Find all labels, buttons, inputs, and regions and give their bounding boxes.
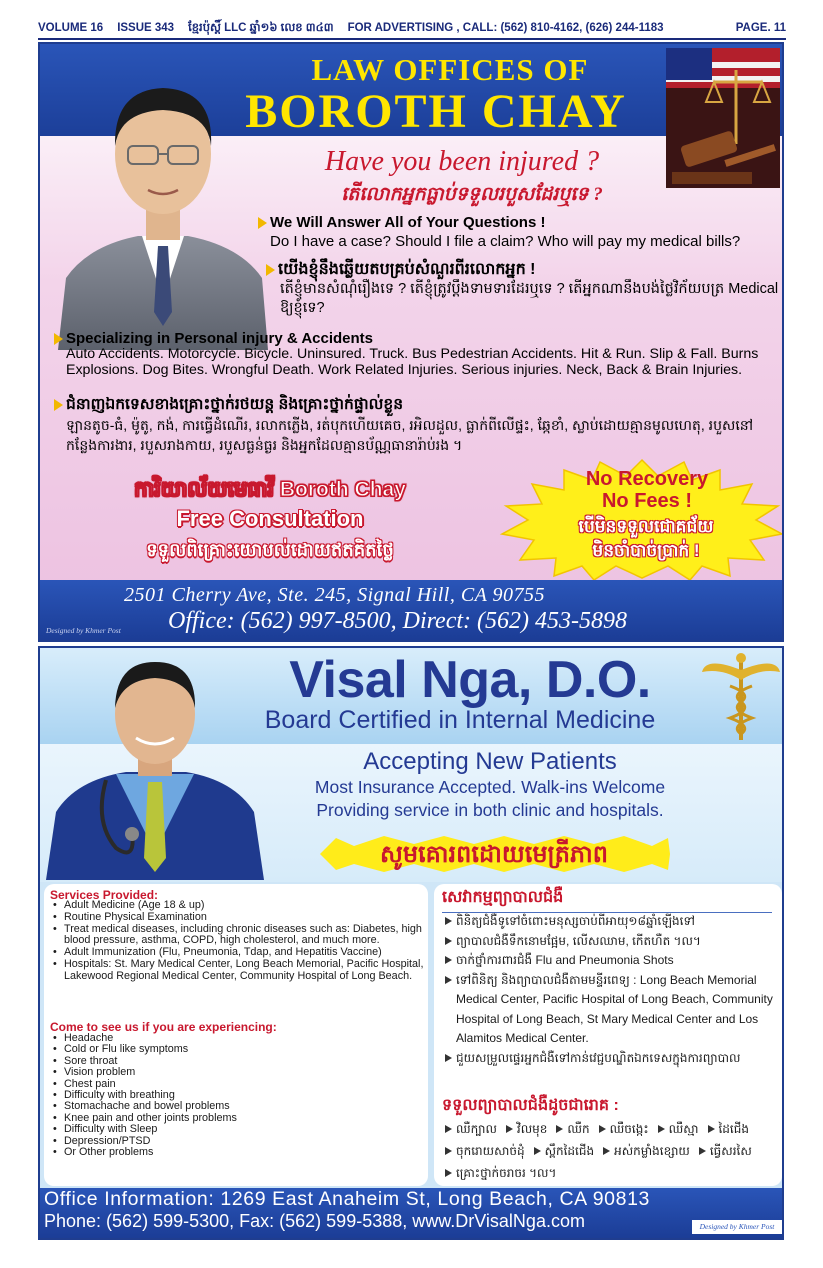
law-address: 2501 Cherry Ave, Ste. 245, Signal Hill, CA 90755: [124, 584, 546, 606]
list-item: • Treat medical diseases, including chronic diseases such as: Diabetes, high blood pressure, asthma, COPD, high cholesterol, and much more.: [50, 924, 424, 948]
list-item: • Routine Physical Examination: [50, 912, 424, 924]
accepting-patients: Accepting New Patients: [363, 748, 617, 775]
services-km-title: សេវាកម្មព្យាបាលជំងឺ: [442, 886, 772, 913]
specializing-title-text: Specializing in Personal injury & Accidents: [66, 330, 374, 347]
list-item: • Vision problem: [50, 1067, 424, 1078]
caduceus-icon: [700, 650, 782, 742]
list-item: ដៃជើង: [707, 1118, 749, 1140]
list-item: ឈឺក្បាល: [444, 1118, 497, 1140]
list-item: ព្យាបាលជំងឺទឹកនោមផ្អែម, លើសឈាម, កើតហឺត ។ល។: [444, 932, 778, 952]
list-item: • Stomachache and bowel problems: [50, 1101, 424, 1112]
injured-headline: Have you been injured ?: [324, 146, 600, 177]
symptoms-title: Come to see us if you are experiencing:: [50, 1020, 277, 1034]
list-item: • Knee pain and other joints problems: [50, 1113, 424, 1124]
office-information: Office Information: 1269 East Anaheim St, Long Beach, CA 90813: [44, 1188, 650, 1210]
list-item: គ្រោះថ្នាក់ចរាចរ ។ល។: [444, 1162, 556, 1184]
list-item: • Difficulty with breathing: [50, 1090, 424, 1101]
list-item: • Difficulty with Sleep: [50, 1124, 424, 1135]
list-item: អស់កម្លាំងខ្សោយ: [602, 1140, 690, 1162]
list-item: ចាក់ថ្នាំការពារជំងឺ Flu and Pneumonia Shots: [444, 951, 778, 971]
symptoms-list: [50, 1033, 424, 1158]
list-item: ស្ពឹកដៃជើង: [533, 1140, 595, 1162]
page-number: PAGE. 11: [735, 22, 786, 34]
specializing-km-body: ឡានតូច-ធំ, ម៉ូតូ, កង់, ការធ្វើដំណើរ, រលាកភ្លើង, រត់បុកហើយគេច, រអិលដួល, ធ្លាក់ពីលើផ្ទះ, ឆ្កែខាំ, ស្លាប់ដោយគ្មានមូលហេតុ, របួសនៅកន្លែងការងារ, របួសរាងកាយ, របួសធ្ងន់ធ្ងរ និងអ្នកដែលគ្មានប័ណ្ណធានារ៉ាប់រង ។: [66, 417, 754, 453]
no-recovery-km-line1: បើមិនទទួលជោគជ័យ: [578, 517, 714, 536]
list-item: • Chest pain: [50, 1079, 424, 1090]
questions-km-body: តើខ្ញុំមានសំណុំរឿងទេ ? តើខ្ញុំត្រូវប្ដឹងទាមទារដែរឬទេ ? តើអ្នកណានឹងបង់ថ្លៃវិក័យបត្រ Medical ឱ្យខ្ញុំទេ?: [280, 281, 779, 316]
doctor-photo: [46, 652, 264, 880]
doctor-board-certification: Board Certified in Internal Medicine: [264, 706, 656, 734]
questions-title: [258, 214, 545, 231]
list-item: ជួយសម្រួលផ្ទេរអ្នកជំងឺទៅកាន់វេជ្ជបណ្ឌិតឯកទេសក្នុងការព្យាបាល: [444, 1049, 778, 1069]
list-item: ទៅពិនិត្យ និងព្យាបាលជំងឺតាមមន្ទីរពេទ្យ : Long Beach Memorial Medical Center, Pacific Hospital of Long Beach, Community Hospital of Long Beach, St Mary Medical Center and Los Alamitos Medical Center.: [444, 971, 778, 1049]
no-recovery-km-line2: មិនចាំបាច់ប្រាក់ !: [592, 541, 700, 560]
law-title-line1: LAW OFFICES OF: [311, 52, 589, 87]
treatments-km-list: [444, 1118, 778, 1184]
welcome-banner-km: សូមគោរពដោយមេត្រីភាព: [379, 841, 609, 868]
questions-km-title: [266, 258, 536, 282]
list-item: ចុករោយសាច់ដុំ: [444, 1140, 525, 1162]
doctor-contact: Phone: (562) 599-5300, Fax: (562) 599-5388, www.DrVisalNga.com: [44, 1211, 585, 1231]
list-item: ពិនិត្យជំងឺទូទៅចំពោះមនុស្សចាប់ពីអាយុ១៨ឆ្នាំឡើងទៅ: [444, 912, 778, 932]
insurance-line: Most Insurance Accepted. Walk-ins Welcome: [314, 777, 666, 797]
questions-km-title-text: យើងខ្ញុំនឹងឆ្លើយតបគ្រប់សំណួរពីរលោកអ្នក !: [278, 261, 536, 278]
service-line: Providing service in both clinic and hospitals.: [316, 800, 664, 820]
questions-title-text: We Will Answer All of Your Questions !: [270, 214, 546, 231]
specializing-km-title: [54, 394, 403, 417]
list-item: • Headache: [50, 1033, 424, 1044]
list-item: ឈឺចង្កេះ: [598, 1118, 649, 1140]
bullet-arrow-icon: [258, 217, 267, 229]
list-item: • Cold or Flu like symptoms: [50, 1044, 424, 1055]
injured-headline-km: តើលោកអ្នកធ្លាប់ទទួលរបួសដែរឬទេ ?: [341, 184, 603, 205]
list-item: ធ្វើសរសៃ: [698, 1140, 752, 1162]
list-item: • Depression/PTSD: [50, 1136, 424, 1147]
list-item: • Hospitals: St. Mary Medical Center, Long Beach Memorial, Pacific Hospital, Lakewood Regional Medical Center, Community Hospital of Long Beach.: [50, 959, 424, 983]
specializing-body: Auto Accidents. Motorcycle. Bicycle. Uninsured. Truck. Bus Pedestrian Accidents. Hit & Run. Slip & Fall. Burns Explosions. Dog Bites. Wrongful Death. Work Related Injuries. Serious injuries. Neck, Back & Brain Injuries.: [66, 346, 759, 378]
doctor-name: Visal Nga, D.O.: [289, 651, 651, 709]
specializing-km-title-text: ជំនាញឯកទេសខាងគ្រោះថ្នាក់រថយន្ត និងគ្រោះថ្នាក់ផ្ទាល់ខ្លួន: [66, 396, 404, 413]
gavel-scales-icon: [666, 48, 780, 188]
questions-body: Do I have a case? Should I file a claim? Who will pay my medical bills?: [270, 233, 741, 250]
volume-label: VOLUME 16: [38, 22, 104, 34]
list-item: វិលមុខ: [505, 1118, 547, 1140]
no-recovery-line1: No Recovery: [585, 468, 709, 490]
list-item: ឈឺស្មា: [657, 1118, 699, 1140]
publication-label: ខ្មែរប៉ុស្តិ៍ LLC ឆ្នាំ១៦ លេខ ៣៤៣: [188, 21, 334, 34]
law-designer-credit: Designed by Khmer Post: [46, 626, 121, 635]
treatments-km-title: ទទួលព្យាបាលជំងឺដូចជារោគ :: [442, 1097, 619, 1114]
issue-label: ISSUE 343: [117, 22, 175, 34]
services-title: Services Provided:: [50, 888, 159, 902]
no-recovery-line2: No Fees !: [601, 490, 693, 512]
services-list: [50, 900, 424, 983]
advertising-label: FOR ADVERTISING , CALL: (562) 810-4162, (626) 244-1183: [347, 22, 664, 34]
services-km-list: [444, 912, 778, 1068]
free-consultation-km: ទទួលពិគ្រោះយោបល់ដោយឥតគិតថ្លៃ: [146, 540, 394, 560]
bullet-arrow-icon: [54, 399, 63, 411]
doctor-designer-credit: Designed by Khmer Post: [692, 1220, 782, 1234]
law-title-line2: BOROTH CHAY: [245, 85, 627, 138]
header-divider: [38, 38, 786, 40]
list-item: • Or Other problems: [50, 1147, 424, 1158]
bullet-arrow-icon: [54, 333, 63, 345]
law-firm-name-km: ការិយាល័យមេធាវី Boroth Chay: [134, 478, 406, 501]
law-phones: Office: (562) 997-8500, Direct: (562) 453-5898: [168, 608, 627, 634]
bullet-arrow-icon: [266, 264, 275, 276]
list-item: ឈឺក: [555, 1118, 589, 1140]
free-consultation: Free Consultation: [176, 506, 364, 531]
specializing-title: [54, 330, 373, 347]
newspaper-header: [38, 18, 786, 38]
list-item: • Adult Medicine (Age 18 & up): [50, 900, 424, 912]
list-item: • Sore throat: [50, 1056, 424, 1067]
doctor-ad: [38, 646, 784, 1240]
list-item: • Adult Immunization (Flu, Pneumonia, Tdap, and Hepatitis Vaccine): [50, 947, 424, 959]
law-office-ad: [38, 42, 784, 642]
